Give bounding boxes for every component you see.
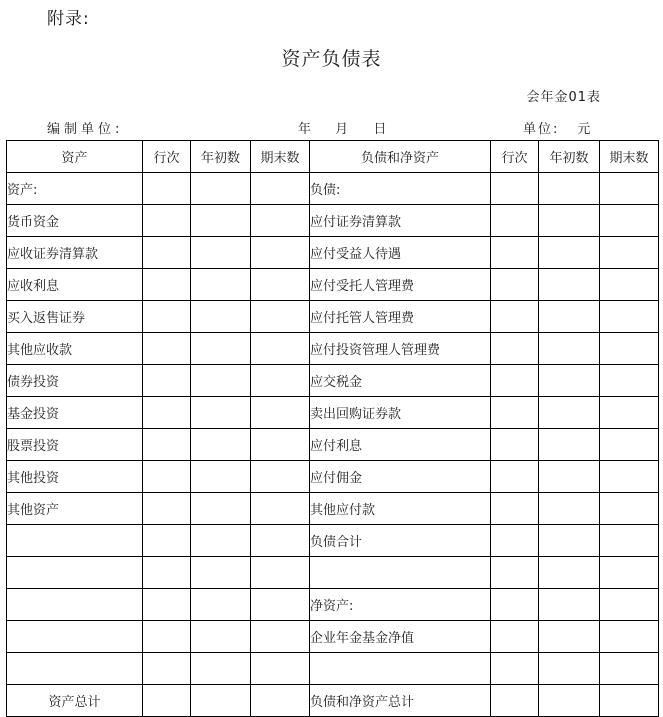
table-row: [7, 333, 659, 365]
liability-label: 应付利息: [310, 429, 491, 461]
asset-row-no-cell: [143, 685, 191, 717]
month-label: 月: [335, 122, 349, 137]
asset-row-no-cell: [143, 525, 191, 557]
asset-label: 基金投资: [7, 397, 143, 429]
year-label: 年: [298, 122, 312, 137]
date-line: [298, 118, 386, 137]
liability-label: 卖出回购证券款: [310, 397, 491, 429]
asset-begin-cell: [191, 301, 251, 333]
asset-row-no-cell: [143, 461, 191, 493]
asset-begin-cell: [191, 621, 251, 653]
asset-row-no-cell: [143, 397, 191, 429]
liability-begin-cell: [539, 365, 600, 397]
form-code: 会年金01表: [526, 90, 601, 105]
asset-end-cell: [251, 621, 310, 653]
asset-end-cell: [251, 557, 310, 589]
header-row-no-2: 行次: [491, 141, 539, 173]
header-row: [7, 141, 659, 173]
asset-begin-cell: [191, 653, 251, 685]
liability-label: 负债:: [310, 173, 491, 205]
asset-begin-cell: [191, 525, 251, 557]
liability-begin-cell: [539, 397, 600, 429]
asset-begin-cell: [191, 397, 251, 429]
asset-begin-cell: [191, 685, 251, 717]
table-row: [7, 525, 659, 557]
liability-begin-cell: [539, 461, 600, 493]
asset-row-no-cell: [143, 301, 191, 333]
liability-end-cell: [600, 461, 659, 493]
liability-label: [310, 653, 491, 685]
liability-label: 应付佣金: [310, 461, 491, 493]
liability-label: 其他应付款: [310, 493, 491, 525]
asset-row-no-cell: [143, 557, 191, 589]
liability-begin-cell: [539, 653, 600, 685]
asset-label: 其他应收款: [7, 333, 143, 365]
liability-end-cell: [600, 173, 659, 205]
asset-end-cell: [251, 397, 310, 429]
header-assets: 资产: [7, 141, 143, 173]
asset-end-cell: [251, 461, 310, 493]
table-row: [7, 397, 659, 429]
table-row: [7, 429, 659, 461]
liability-row-no-cell: [491, 429, 539, 461]
liability-row-no-cell: [491, 365, 539, 397]
asset-label: 债券投资: [7, 365, 143, 397]
asset-label: 其他资产: [7, 493, 143, 525]
asset-label: [7, 525, 143, 557]
asset-label: [7, 589, 143, 621]
asset-begin-cell: [191, 557, 251, 589]
page-title: 资产负债表: [281, 48, 382, 70]
liability-end-cell: [600, 269, 659, 301]
asset-label: 其他投资: [7, 461, 143, 493]
liability-row-no-cell: [491, 621, 539, 653]
liability-row-no-cell: [491, 589, 539, 621]
asset-begin-cell: [191, 237, 251, 269]
liability-label: 应付证券清算款: [310, 205, 491, 237]
asset-row-no-cell: [143, 205, 191, 237]
liability-row-no-cell: [491, 269, 539, 301]
asset-row-no-cell: [143, 173, 191, 205]
liability-begin-cell: [539, 205, 600, 237]
liability-row-no-cell: [491, 173, 539, 205]
liability-end-cell: [600, 333, 659, 365]
liability-end-cell: [600, 685, 659, 717]
appendix-label: 附录:: [47, 9, 90, 29]
liability-label: 应付受托人管理费: [310, 269, 491, 301]
asset-row-no-cell: [143, 493, 191, 525]
table-row: [7, 685, 659, 717]
header-row-no: 行次: [143, 141, 191, 173]
balance-sheet-table: [6, 140, 659, 717]
asset-begin-cell: [191, 173, 251, 205]
liability-row-no-cell: [491, 333, 539, 365]
liability-begin-cell: [539, 493, 600, 525]
liability-end-cell: [600, 653, 659, 685]
asset-row-no-cell: [143, 589, 191, 621]
asset-end-cell: [251, 685, 310, 717]
liability-end-cell: [600, 621, 659, 653]
liability-begin-cell: [539, 269, 600, 301]
asset-label: [7, 557, 143, 589]
asset-end-cell: [251, 493, 310, 525]
asset-end-cell: [251, 653, 310, 685]
liability-begin-cell: [539, 589, 600, 621]
asset-end-cell: [251, 365, 310, 397]
liability-end-cell: [600, 237, 659, 269]
liability-end-cell: [600, 525, 659, 557]
day-label: 日: [373, 122, 387, 137]
asset-begin-cell: [191, 333, 251, 365]
header-begin: 年初数: [191, 141, 251, 173]
liability-begin-cell: [539, 525, 600, 557]
liability-begin-cell: [539, 237, 600, 269]
table-row: [7, 621, 659, 653]
header-end: 期末数: [251, 141, 310, 173]
asset-label: [7, 653, 143, 685]
table-row: [7, 589, 659, 621]
liability-row-no-cell: [491, 493, 539, 525]
asset-end-cell: [251, 269, 310, 301]
asset-begin-cell: [191, 493, 251, 525]
asset-end-cell: [251, 237, 310, 269]
asset-label: 货币资金: [7, 205, 143, 237]
unit-line: [523, 118, 592, 137]
asset-row-no-cell: [143, 365, 191, 397]
liability-row-no-cell: [491, 525, 539, 557]
liability-label: 应付受益人待遇: [310, 237, 491, 269]
asset-end-cell: [251, 205, 310, 237]
liability-label: 负债合计: [310, 525, 491, 557]
liability-row-no-cell: [491, 461, 539, 493]
liability-label: 净资产:: [310, 589, 491, 621]
liability-end-cell: [600, 301, 659, 333]
liability-begin-cell: [539, 685, 600, 717]
liability-row-no-cell: [491, 301, 539, 333]
liability-begin-cell: [539, 429, 600, 461]
table-row: [7, 493, 659, 525]
asset-begin-cell: [191, 461, 251, 493]
liability-row-no-cell: [491, 205, 539, 237]
asset-end-cell: [251, 173, 310, 205]
table-row: [7, 461, 659, 493]
liability-begin-cell: [539, 621, 600, 653]
liability-begin-cell: [539, 173, 600, 205]
liability-label: [310, 557, 491, 589]
liability-row-no-cell: [491, 237, 539, 269]
asset-label: 买入返售证券: [7, 301, 143, 333]
asset-end-cell: [251, 525, 310, 557]
asset-row-no-cell: [143, 653, 191, 685]
asset-row-no-cell: [143, 333, 191, 365]
liability-begin-cell: [539, 301, 600, 333]
table-row: [7, 653, 659, 685]
asset-label: [7, 621, 143, 653]
liability-end-cell: [600, 429, 659, 461]
table-row: [7, 557, 659, 589]
asset-label: 应收利息: [7, 269, 143, 301]
asset-row-no-cell: [143, 429, 191, 461]
asset-begin-cell: [191, 589, 251, 621]
asset-row-no-cell: [143, 269, 191, 301]
table-row: [7, 173, 659, 205]
liability-begin-cell: [539, 333, 600, 365]
asset-label: 应收证券清算款: [7, 237, 143, 269]
table-row: [7, 237, 659, 269]
asset-label: 资产总计: [7, 685, 143, 717]
asset-label: 资产:: [7, 173, 143, 205]
liability-end-cell: [600, 589, 659, 621]
asset-begin-cell: [191, 205, 251, 237]
asset-end-cell: [251, 301, 310, 333]
liability-row-no-cell: [491, 397, 539, 429]
liability-row-no-cell: [491, 653, 539, 685]
asset-label: 股票投资: [7, 429, 143, 461]
asset-end-cell: [251, 333, 310, 365]
table-row: [7, 301, 659, 333]
table-row: [7, 269, 659, 301]
liability-label: 应交税金: [310, 365, 491, 397]
asset-begin-cell: [191, 269, 251, 301]
unit-label: 单位:: [523, 122, 560, 137]
liability-end-cell: [600, 365, 659, 397]
asset-row-no-cell: [143, 621, 191, 653]
liability-row-no-cell: [491, 557, 539, 589]
liability-label: 负债和净资产总计: [310, 685, 491, 717]
liability-end-cell: [600, 557, 659, 589]
header-liab-equity: 负债和净资产: [310, 141, 491, 173]
asset-begin-cell: [191, 365, 251, 397]
liability-label: 企业年金基金净值: [310, 621, 491, 653]
liability-end-cell: [600, 397, 659, 429]
unit-value: 元: [577, 122, 593, 137]
liability-begin-cell: [539, 557, 600, 589]
liability-label: 应付托管人管理费: [310, 301, 491, 333]
header-end-2: 期末数: [600, 141, 659, 173]
prepared-by-label: 编制单位:: [47, 122, 124, 137]
liability-end-cell: [600, 205, 659, 237]
asset-begin-cell: [191, 429, 251, 461]
table-row: [7, 205, 659, 237]
asset-end-cell: [251, 589, 310, 621]
table-row: [7, 365, 659, 397]
asset-end-cell: [251, 429, 310, 461]
liability-end-cell: [600, 493, 659, 525]
header-begin-2: 年初数: [539, 141, 600, 173]
liability-label: 应付投资管理人管理费: [310, 333, 491, 365]
asset-row-no-cell: [143, 237, 191, 269]
liability-row-no-cell: [491, 685, 539, 717]
